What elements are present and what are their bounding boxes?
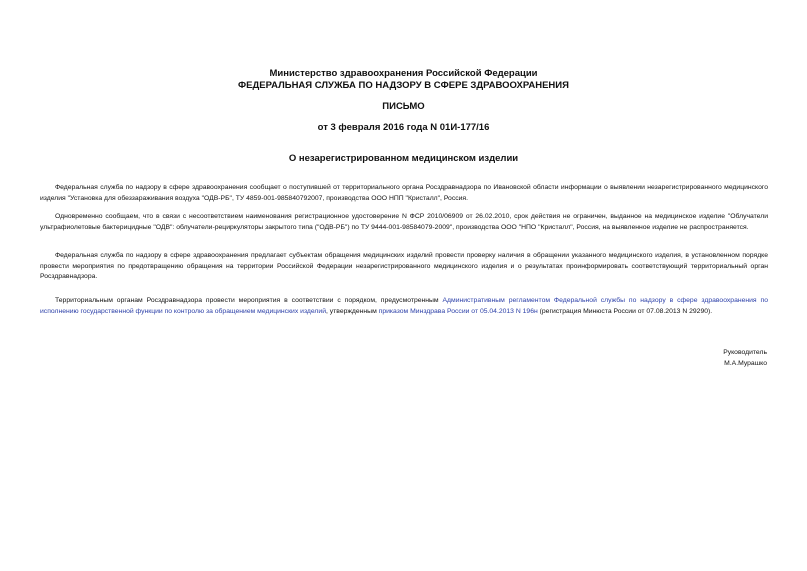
order-link[interactable]: приказом Минздрава России от 05.04.2013 N 196н: [378, 307, 538, 315]
paragraph-2: Одновременно сообщаем, что в связи с несоответствием наименования регистрационное удостоверение N ФСР 2010/06909 от 26.02.2010, срок действия не ограничен, выданное на медицинское изделие "Облучатели ультрафиолетовые бактерицидные "ОДВ": облучатели-рециркуляторы закрытого типа ("ОДВ-РБ") по ТУ 9444-001-98584079-2009", производства ООО "НПО "Кристалл", Россия, на выявленное изделие не распространяется.: [40, 213, 768, 231]
signatory-name: М.А.Мурашко: [724, 360, 767, 367]
paragraph-4-text-2: , утвержденным: [326, 307, 379, 315]
paragraph-4: [40, 296, 768, 317]
document-type: ПИСЬМО: [382, 101, 425, 112]
document-subject: О незарегистрированном медицинском изделии: [288, 153, 519, 164]
ministry-name: Министерство здравоохранения Российской Федерации: [269, 68, 538, 79]
paragraph-3: Федеральная служба по надзору в сфере здравоохранения предлагает субъектам обращения медицинских изделий провести проверку наличия в обращении указанного медицинского изделия, в установленном порядке провести мероприятия по предотвращению обращения на территории Российской Федерации незарегистрированного медицинского изделия и о результатах проинформировать соответствующий территориальный орган Росздравнадзора.: [40, 252, 768, 280]
paragraph-1: Федеральная служба по надзору в сфере здравоохранения сообщает о поступившей от территориального органа Росздравнадзора по Ивановской области информации о выявлении незарегистрированного медицинского изделия "Установка для обеззараживания воздуха "ОДВ-РБ", ТУ 4859-001-985840792007, производства ООО НПП "Кристалл", Россия.: [40, 184, 768, 202]
document-date-number: от 3 февраля 2016 года N 01И-177/16: [317, 122, 490, 133]
paragraph-4-text-3: (регистрация Минюста России от 07.08.2013 N 29290).: [537, 307, 713, 315]
regulation-link[interactable]: Административным регламентом Федеральной службы по надзору в сфере здравоохранения по исполнению государственной функции по контролю за обращением медицинских изделий: [40, 297, 768, 315]
paragraph-4-text-1: Территориальным органам Росздравнадзора провести мероприятия в соответствии с порядком, предусмотренным: [55, 297, 443, 304]
signatory-position: Руководитель: [723, 349, 767, 356]
service-name: ФЕДЕРАЛЬНАЯ СЛУЖБА ПО НАДЗОРУ В СФЕРЕ ЗДРАВООХРАНЕНИЯ: [238, 80, 569, 91]
